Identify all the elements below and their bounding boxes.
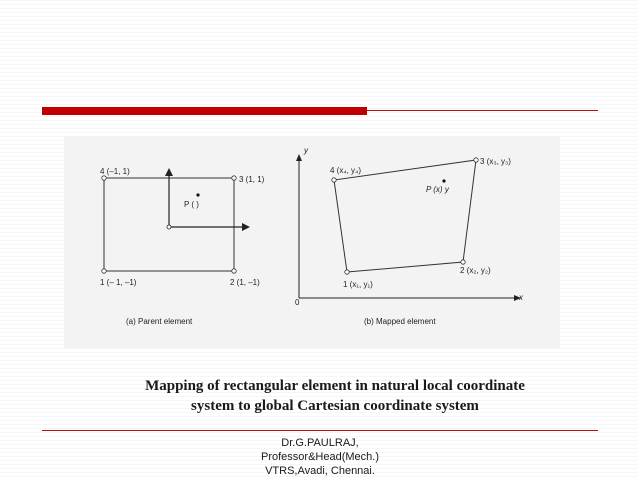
parent-node-3 bbox=[232, 176, 236, 180]
mapped-subcaption: (b) Mapped element bbox=[364, 317, 436, 326]
mapping-figure bbox=[64, 136, 560, 348]
mapped-node-1-label: 1 (x₁, y₁) bbox=[343, 280, 373, 289]
parent-node-3-label: 3 (1, 1) bbox=[239, 175, 265, 184]
parent-node-2 bbox=[232, 269, 236, 273]
mapped-node-3 bbox=[474, 158, 478, 162]
accent-bar bbox=[42, 107, 367, 115]
parent-node-4 bbox=[102, 176, 106, 180]
parent-subcaption: (a) Parent element bbox=[126, 317, 193, 326]
footer-line-3: VTRS,Avadi, Chennai. bbox=[265, 465, 375, 477]
figure-caption bbox=[100, 376, 570, 416]
footer bbox=[230, 436, 410, 478]
parent-node-2-label: 2 (1, –1) bbox=[230, 278, 260, 287]
mapped-node-4 bbox=[332, 178, 336, 182]
mapped-node-3-label: 3 (x₃, y₃) bbox=[480, 157, 511, 166]
mapped-node-4-label: 4 (x₄, y₄) bbox=[330, 166, 361, 175]
footer-line-1: Dr.G.PAULRAJ, bbox=[281, 437, 359, 449]
footer-line-2: Professor&Head(Mech.) bbox=[261, 451, 379, 463]
x-axis-label: x bbox=[519, 293, 523, 302]
caption-line-2: system to global Cartesian coordinate system bbox=[191, 398, 479, 414]
mapped-point-p bbox=[442, 179, 445, 182]
accent-line-top bbox=[367, 110, 598, 111]
accent-line-bottom bbox=[42, 430, 598, 431]
origin-label: 0 bbox=[295, 298, 300, 307]
mapped-node-2 bbox=[461, 260, 465, 264]
parent-point-p bbox=[196, 193, 199, 196]
parent-node-1-label: 1 (– 1, –1) bbox=[100, 278, 137, 287]
parent-origin bbox=[167, 225, 171, 229]
parent-point-label: P ( ) bbox=[184, 200, 199, 209]
mapped-node-1 bbox=[345, 270, 349, 274]
y-axis-label: y bbox=[304, 146, 308, 155]
mapped-point-label: P (x) y bbox=[426, 185, 449, 194]
caption-line-1: Mapping of rectangular element in natural local coordinate bbox=[145, 378, 525, 394]
mapped-node-2-label: 2 (x₂, y₂) bbox=[460, 266, 491, 275]
parent-node-1 bbox=[102, 269, 106, 273]
parent-node-4-label: 4 (–1, 1) bbox=[100, 167, 130, 176]
